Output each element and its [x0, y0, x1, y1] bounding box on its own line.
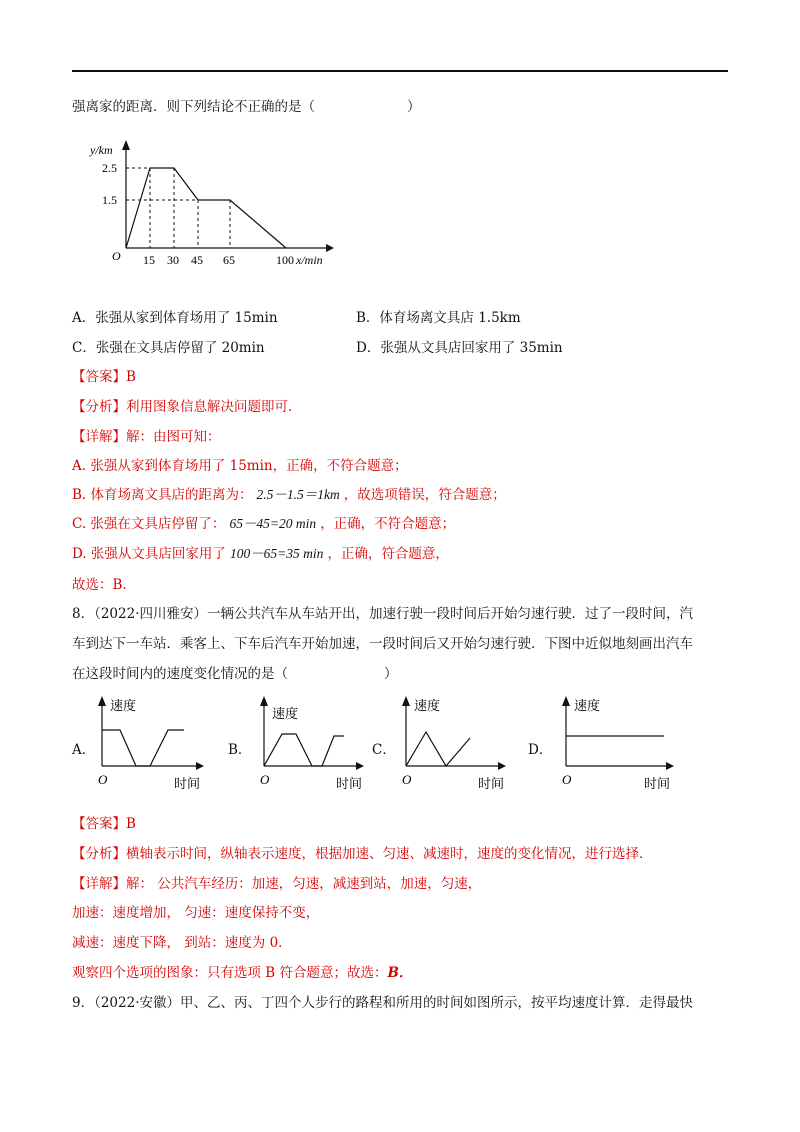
q8-graph-a[interactable]	[92, 694, 212, 790]
q8-c-speed-line	[406, 732, 470, 766]
q7-y-tick-1.5: 1.5	[102, 193, 117, 207]
q8-stem-line1: 8．（2022·四川雅安）一辆公共汽车从车站开出，加速行驶一段时间后开始匀速行驶．过了一段时间，汽	[72, 606, 693, 622]
q8-answer: 【答案】B	[72, 816, 136, 832]
q7-option-a[interactable]: A．张强从家到体育场用了 15min	[72, 310, 278, 326]
q8-c-origin: O	[402, 772, 412, 787]
q9-stem-line1: 9．（2022·安徽）甲、乙、丙、丁四个人步行的路程和所用的时间如图所示，按平均速度计算．走得最快	[72, 995, 693, 1011]
q7-line-b: B. 体育场离文具店的距离为： 2.5－1.5＝1km ，故选项错误，符合题意；	[72, 487, 506, 503]
q8-c-y-label: 速度	[414, 699, 441, 714]
q7-x-tick-65: 65	[223, 253, 235, 267]
header-rule	[72, 70, 728, 72]
q7-line-a: A. 张强从家到体育场用了 15min，正确，不符合题意；	[72, 458, 408, 474]
q8-a-speed-line	[102, 730, 184, 766]
q8-graph-c[interactable]	[394, 694, 514, 790]
q8-d-y-label: 速度	[574, 699, 601, 714]
q8-b-speed-line	[264, 734, 344, 766]
q7-line-c: C. 张强在文具店停留了： 65－45=20 min ，正确，不符合题意；	[72, 516, 456, 532]
q8-detail: 【详解】解： 公共汽车经历：加速，匀速，减速到站，加速，匀速，	[72, 876, 482, 892]
q7-origin: O	[112, 249, 121, 263]
q7-x-tick-100: 100	[276, 253, 294, 267]
q8-accel-line: 加速：速度增加， 匀速：速度保持不变，	[72, 905, 320, 921]
q8-option-b-label[interactable]: B．	[228, 742, 252, 758]
q8-stem-line3: 在这段时间内的速度变化情况的是（ ）	[72, 666, 398, 682]
q7-option-d[interactable]: D．张强从文具店回家用了 35min	[356, 340, 563, 356]
q7-x-tick-15: 15	[143, 253, 155, 267]
q8-a-origin: O	[98, 772, 108, 787]
q8-option-c-label[interactable]: C．	[372, 742, 396, 758]
q7-answer: 【答案】B	[72, 369, 136, 385]
q8-analysis: 【分析】横轴表示时间，纵轴表示速度，根据加速、匀速、减速时，速度的变化情况，进行选择．	[72, 846, 653, 862]
q8-graph-d[interactable]	[552, 694, 682, 790]
q8-decel-line: 减速：速度下降， 到站：速度为 0．	[72, 935, 292, 951]
q8-d-origin: O	[562, 772, 572, 787]
q8-b-origin: O	[260, 772, 270, 787]
q8-b-y-label: 速度	[272, 707, 299, 722]
q7-distance-time-graph	[82, 138, 342, 270]
q7-x-axis-label: x/min	[296, 253, 323, 267]
q7-y-tick-2.5: 2.5	[102, 161, 117, 175]
q8-graph-b[interactable]	[250, 694, 370, 790]
q7-x-tick-30: 30	[167, 253, 179, 267]
q8-a-x-label: 时间	[174, 777, 201, 790]
q8-conclusion: 观察四个选项的图象：只有选项 B 符合题意；故选：B．	[72, 965, 413, 981]
q7-analysis: 【分析】利用图象信息解决问题即可．	[72, 399, 302, 415]
q7-detail: 【详解】解：由图可知：	[72, 429, 221, 445]
q7-y-axis-label: y/km	[90, 143, 113, 157]
q7-line-d: D. 张强从文具店回家用了 100－65=35 min ，正确，符合题意，	[72, 546, 449, 562]
q8-stem-line2: 车到达下一车站．乘客上、下车后汽车开始加速，一段时间后又开始匀速行驶．下图中近似地刻画出汽车	[72, 636, 693, 652]
q7-x-tick-45: 45	[191, 253, 203, 267]
q8-option-d-label[interactable]: D．	[528, 742, 553, 758]
q7-option-c[interactable]: C．张强在文具店停留了 20min	[72, 340, 265, 356]
q8-d-x-label: 时间	[644, 777, 671, 790]
q7-conclusion: 故选：B．	[72, 577, 136, 593]
q8-b-x-label: 时间	[336, 777, 363, 790]
q8-option-a-label[interactable]: A．	[72, 742, 96, 758]
q7-option-b[interactable]: B．体育场离文具店 1.5km	[356, 310, 521, 326]
q8-c-x-label: 时间	[478, 777, 505, 790]
q8-a-y-label: 速度	[110, 699, 137, 714]
q7-stem: 强离家的距离．则下列结论不正确的是（ ）	[72, 99, 421, 115]
